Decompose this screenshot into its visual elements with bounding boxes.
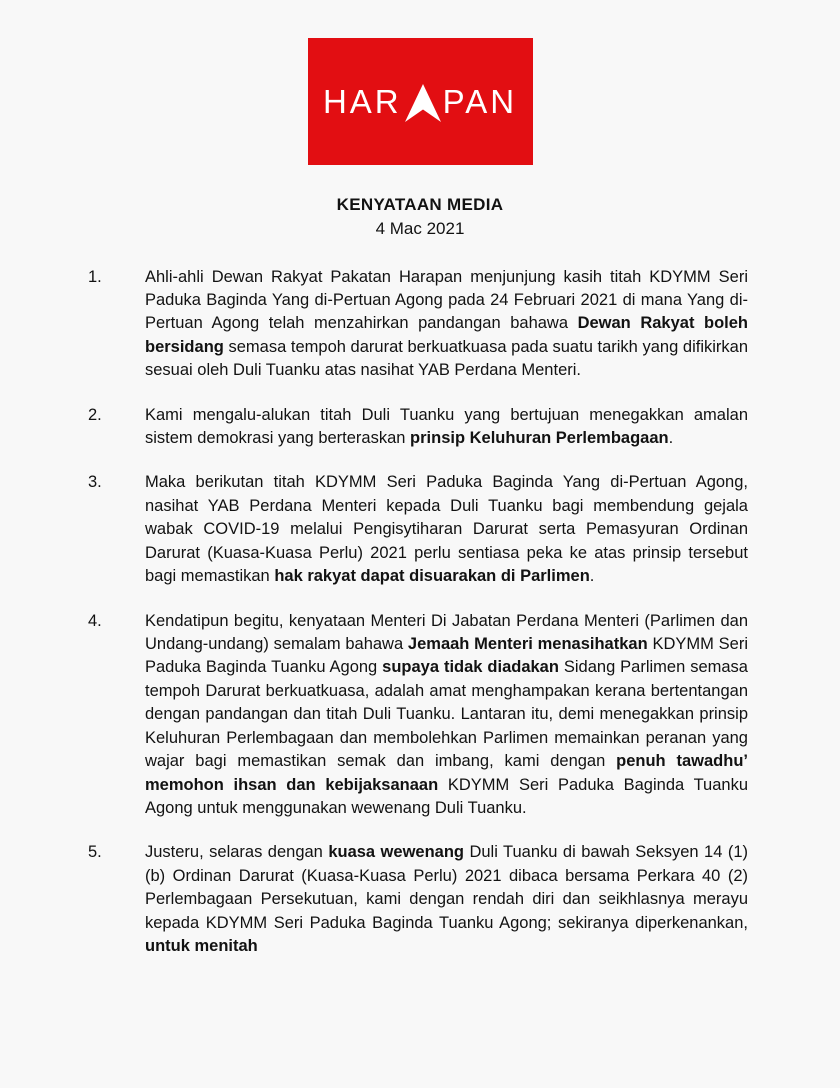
harapan-wordmark bbox=[308, 38, 533, 165]
harapan-wordmark-letters bbox=[323, 82, 517, 122]
clause-item bbox=[88, 404, 748, 451]
clause-text: Kendatipun begitu, kenyataan Menteri Di Jabatan Perdana Menteri (Parlimen dan Undang-undang) semalam bahawa Jemaah Menteri menasihatkan KDYMM Seri Paduka Baginda Tuanku Agong supaya tidak diadakan Sidang Parlimen semasa tempoh Darurat berkuatkuasa, adalah amat menghampakan kerana bertentangan dengan pandangan dan titah Duli Tuanku. Lantaran itu, demi menegakkan prinsip Keluhuran Perlembagaan dan membolehkan Parlimen memainkan peranan yang wajar bagi memastikan semak dan imbang, kami dengan penuh tawadhu’ memohon ihsan dan kebijaksanaan KDYMM Seri Paduka Baginda Tuanku Agong untuk menggunakan wewenang Duli Tuanku. bbox=[145, 611, 748, 817]
clause-item bbox=[88, 841, 748, 958]
clause-text: Justeru, selaras dengan kuasa wewenang Duli Tuanku di bawah Seksyen 14 (1)(b) Ordinan Darurat (Kuasa-Kuasa Perlu) 2021 dibaca bersama Perkara 40 (2) Perlembagaan Persekutuan, kami dengan rendah diri dan seikhlasnya merayu kepada KDYMM Seri Paduka Baginda Tuanku Agong; sekiranya diperkenankan, untuk menitah bbox=[145, 843, 749, 956]
wordmark-prefix: HAR bbox=[322, 83, 402, 120]
document-date: 4 Mac 2021 bbox=[375, 219, 465, 239]
page-title: KENYATAAN MEDIA bbox=[336, 195, 504, 214]
clause-item bbox=[88, 266, 748, 383]
statement-body bbox=[0, 266, 840, 959]
clause-item bbox=[88, 610, 748, 821]
arrowhead-icon bbox=[404, 83, 442, 123]
harapan-logo bbox=[308, 38, 533, 165]
clause-text: Maka berikutan titah KDYMM Seri Paduka Baginda Yang di-Pertuan Agong, nasihat YAB Perdana Menteri kepada Duli Tuanku bagi membendung gejala wabak COVID-19 melalui Pengisytiharan Darurat serta Pemasyuran Ordinan Darurat (Kuasa-Kuasa Perlu) 2021 perlu sentiasa peka ke atas prinsip tersebut bagi memastikan hak rakyat dapat disuarakan di Parlimen. bbox=[145, 473, 748, 586]
clause-text: Kami mengalu-alukan titah Duli Tuanku yang bertujuan menegakkan amalan sistem demokrasi yang berteraskan prinsip Keluhuran Perlembagaan. bbox=[145, 405, 748, 448]
clause-number: 1. bbox=[88, 267, 102, 286]
clause-number: 2. bbox=[88, 405, 102, 424]
clause-number: 4. bbox=[88, 611, 102, 630]
clause-number: 3. bbox=[88, 473, 102, 492]
clause-item bbox=[88, 471, 748, 588]
clause-text: Ahli-ahli Dewan Rakyat Pakatan Harapan menjunjung kasih titah KDYMM Seri Paduka Baginda Yang di-Pertuan Agong pada 24 Februari 2021 di mana Yang di-Pertuan Agong telah menzahirkan pandangan bahawa Dewan Rakyat boleh bersidang semasa tempoh darurat berkuatkuasa pada suatu tarikh yang difikirkan sesuai oleh Duli Tuanku atas nasihat YAB Perdana Menteri. bbox=[145, 267, 748, 380]
wordmark-suffix: PAN bbox=[442, 83, 518, 120]
logo-container bbox=[0, 0, 840, 165]
clause-number: 5. bbox=[88, 843, 102, 862]
